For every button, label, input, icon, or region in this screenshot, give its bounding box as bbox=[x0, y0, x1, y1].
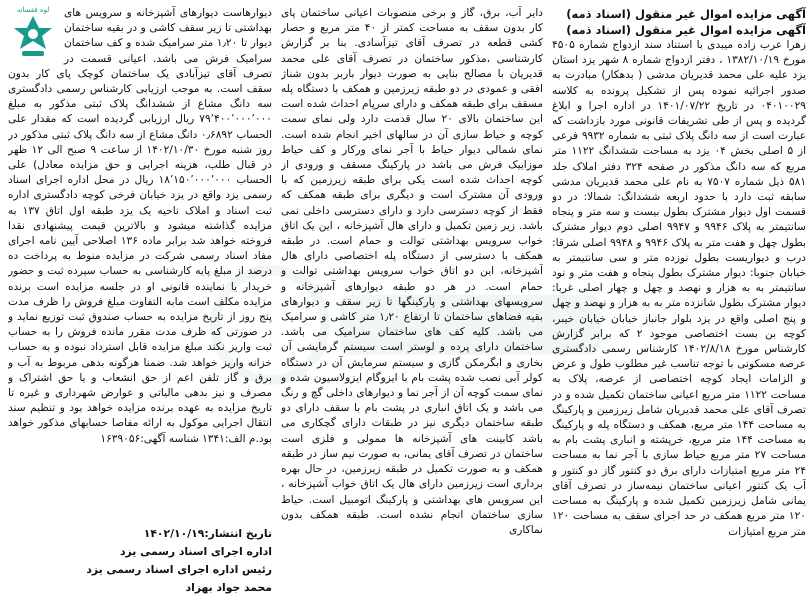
notice-body-part-1: زهرا عرب زاده میبدی با استناد سند ازدواج شماره ۴۵۰۵ مورخ ۱۳۸۲/۱۰/۱۹ ، دفتر ازدواج شماره ۸ شهر یزد استان یزد علیه علی محمد قدیریان مدشی ( بدهکار) مبادرت به صدور اجرائیه نموده پس از تشکیل پرونده به کلاسه ۰۴۰۱۰۰۲۹ در تاریخ ۱۴۰۱/۰۷/۲۲ در اداره اجرا و ابلاغ گردیده و پس از طی تشریفات قانونی مورد بازداشت که عبارت است از سه دانگ پلاک ثبتی به شماره ۹۹۳۲ فرعی از ۵ اصلی بخش ۰۴ یزد به مساحت ششدانگ ۱۱۲۲ متر مربع که سه دانگ مذکور در صفحه ۳۲۴ دفتر املاک جلد ۵۸۱ ذیل شماره ۷۵۰۷ به نام علی محمد قدیریان مدشی سابقه ثبت دارد با حدود اربعه ششدانگ: شمالا: در دو قسمت اول دیوار مشترک بطول بیست و سه متر و پنجاه سانتیمتر به پلاک ۹۹۴۶ و ۹۹۴۷ اصلی دوم دیوار مشترک بطول چهل و هفت متر به پلاک ۹۹۴۶ و ۹۹۴۸ اصلی شرقا: درب و دیواریست بطول نوزده متر و سی سانتیمتر به خیابان جنوبا: دیوار مشترک بطول پنجاه و هفت متر و نود سانتیمتر به به هزار و نهصد و چهل و چهار اصلی غربا: دیوار مشترک بطول شانزده متر به به هزار و نهصد و چهل و پنج اصلی واقع در یزد بلوار جانباز خیابان خیابان خیبر، کوچه بن بست اختصاصی موجود ۲ که برابر گزارش کارشناس مورخ ۱۴۰۲/۸/۱۸ کارشناس رسمی دادگستری عرصه مسکونی با توجه تناسب غیر مطلوب طول و عرض و الزامات ایجاد کوچه اختصاصی از عرصه، پلاک به مساحت ۱۱۲۲ متر مربع اعیانی ساختمان تکمیل شده و در تصرف آقای علی محمد قدیریان شامل زیرزمین و پارکینگ به مساحت ۱۴۴ متر مربع، همکف و دستگاه پله و پارکینگ به مساحت ۱۴۴ متر مربع، خرپشته و انباری پشت بام به مساحت ۲۷ متر مربع حیاط سازی با آجر نما به مساحت ۲۴ متر مربع امتیازات دارای برق دو کنتور گاز دو کنتور و آب یک کنتور اعیانی ساختمان نیمه‌ساز در تصرف آقای یمانی شامل زیرزمین تکمیل شده و پارکینگ به مساحت ۱۲۰ متر مربع همکف در حد اجرای سقف به مساحت ۱۲۰ متر مربع امتیازات bbox=[552, 39, 806, 538]
notice-column-right bbox=[552, 6, 806, 610]
signature-office: اداره اجرای اسناد رسمی یزد bbox=[120, 545, 272, 558]
notice-body-part-3: دیوارهاست دیوارهای آشپزخانه و سرویس های بهداشتی تا زیر سقف کاشی و در بقیه ساختمان دیوار تا ۱٫۲۰ متر سرامیک شده و کف ساختمان سرامیک فرش می باشد. اعیانی قسمت در تصرف آقای تیزآبادی یک ساختمان کوچک پای کار بدون سقف است. به موجب ارزیابی کارشناس رسمی دادگستری سه دانگ مشاع از ششدانگ پلاک ثبتی مذکور به مبلغ ۷۹٬۴۰۰٬۰۰۰٬۰۰۰ ریال ارزیابی گردیده است که مقدار علی الحساب ۰٫۶۸۹۲ دانگ مشاع از سه دانگ پلاک ثبتی مذکور در روز شنبه مورخ ۱۴۰۲/۱۰/۳۰ از ساعت ۹ صبح الی ۱۲ ظهر در قبال طلب، هزینه اجرایی و حق مزایده معادل) علی الحساب ۱۸٬۱۵۰٬۰۰۰٬۰۰۰ ریال در محل اداره اجرای اسناد رسمی یزد واقع در یزد خیابان فرخی کوچه دادگستری اداره ثبت اسناد و املاک ناحیه یک یزد طبقه اول اتاق ۱۳۷ به مزایده گذاشته میشود و بالاترین قیمت پیشنهادی نقدا فروخته خواهد شد برابر ماده ۱۳۶ اصلاحی آیین نامه اجرای مفاد اسناد رسمی شرکت در مزایده منوط به پرداخت ده درصد از مبلغ پایه کارشناسی به حساب سپرده ثبت و حضور خریدار یا نماینده قانونی او در جلسه مزایده است برنده مزایده مکلف است مابه التفاوت مبلغ فروش را ظرف مدت پنج روز از تاریخ مزایده به حساب صندوق ثبت توزیع نماید و در صورتی که ظرف مدت مقرر مانده فروش را به حساب ثبت واریز نکند مبلغ مزایده قابل استرداد نبوده و به حساب خزانه واریز خواهد شد. ضمنا هرگونه بدهی مربوط به آب و برق و گاز تلفن اعم از حق انشعاب و یا حق اشتراک و مصرف و نیز بدهی مالیاتی و عوارض شهرداری و غیره تا تاریخ مزایده به عهده برنده مزایده خواهد بود و تنظیم سند انتقال اجرایی موکول به ارائه مفاصا حسابهای مذکور خواهد بود.م الف:۱۳۴۱ شناسه آگهی:۱۶۳۹۰۵۶ bbox=[8, 7, 272, 445]
notice-title-repeat: آگهی مزایده اموال غیر منقول (اسناد ذمه) bbox=[566, 23, 806, 37]
emblem-icon bbox=[8, 4, 58, 60]
signature-title: رئیس اداره اجرای اسناد رسمی یزد bbox=[86, 563, 272, 576]
signature-name: محمد جواد بهزاد bbox=[185, 581, 272, 594]
notice-column-left bbox=[8, 6, 272, 610]
notice-column-middle bbox=[281, 6, 543, 610]
notice-title: آگهی مزایده اموال غیر منقول (اسناد ذمه) bbox=[566, 7, 806, 21]
logo-text: لوه فقسانه bbox=[16, 6, 50, 14]
publish-date: تاریخ انتشار:۱۴۰۲/۱۰/۱۹ bbox=[143, 527, 272, 540]
notice-body-part-2: دایر آب، برق، گاز و برخی منصوبات اعیانی ساختمان پای کار بدون سقف به مساحت کمتر از ۴۰ متر مربع و حصار کشی قطعه در تصرف آقای تیزآسادی. بنا بر گزارش کارشناسی ،مذکور ساختمان در تصرف آقای علی محمد قدیریان با مصالح بنایی به صورت دیوار باربر بدون شناژ افقی و عمودی در دو طبقه زیرزمین و همکف با دستگاه پله مسقف برای طبقه همکف و دارای سرپام احداث شده است این ساختمان بالای ۲۰ سال قدمت دارد ولی نمای سمت کوچه و حیاط سازی آن در سالهای اخیر انجام شده است. نمای شمالی دیوار حیاط با آجر نمای ورکار و کف حیاط موزاییک فرش می باشد در پارکینگ مسقف و ورودی از کوچه احداث شده است یکی برای طبقه زیرزمین که با ورودی آن مشترک است و دیگری برای طبقه همکف که فقط از کوچه دسترسی دارد و دارای دسترسی داخلی نمی باشد. زیر زمین تکمیل و دارای هال آشپزخانه ، این یک اتاق خواب سرویس بهداشتی توالت و حمام است. در طبقه همکف با دسترسی از دستگاه پله اختصاصی دارای هال آشپزخانه، این دو اتاق خواب سرویس بهداشتی توالت و حمام است. در هر دو طبقه دیوارهای آشپزخانه و سرویسهای بهداشتی و پارکینگها تا زیر سقف و دیوارهای بقیه فضاهای ساختمان تا ارتفاع ۱٫۲۰ متر کاشی و سرامیک می باشد. کلیه کف های ساختمان سرامیک می باشد. ساختمان دارای پرده و لوستر است سیستم گرمایشی آن بخاری و ابگرمکن گازی و سیستم سرمایش آن در دستگاه کولر آبی نصب شده پشت بام با ایزوگام ایزولاسیون شده و نمای سمت کوچه آن از آجر نما و دیوارهای داخلی گچ و رنگ می باشد و یک اتاق انباری در پشت بام با سقف دارای دو طبقه ساختمان دیگری نیز در طبقات دارای گچکاری می باشد کابینت های آشپزخانه ها ممولی و فلزی است ساختمان در تصرف آقای یمانی، به صورت نیم ساز در طبقه همکف و به صورت تکمیل در طبقه زیرزمین، در حال بهره برداری است زیرزمین دارای هال یک اتاق خواب آشپزخانه ، این سرویس های بهداشتی و پارکینگ اتومبیل است. حیاط سازی ساختمان انجام نشده است. طبقه همکف بدون نماکاری bbox=[281, 7, 543, 536]
